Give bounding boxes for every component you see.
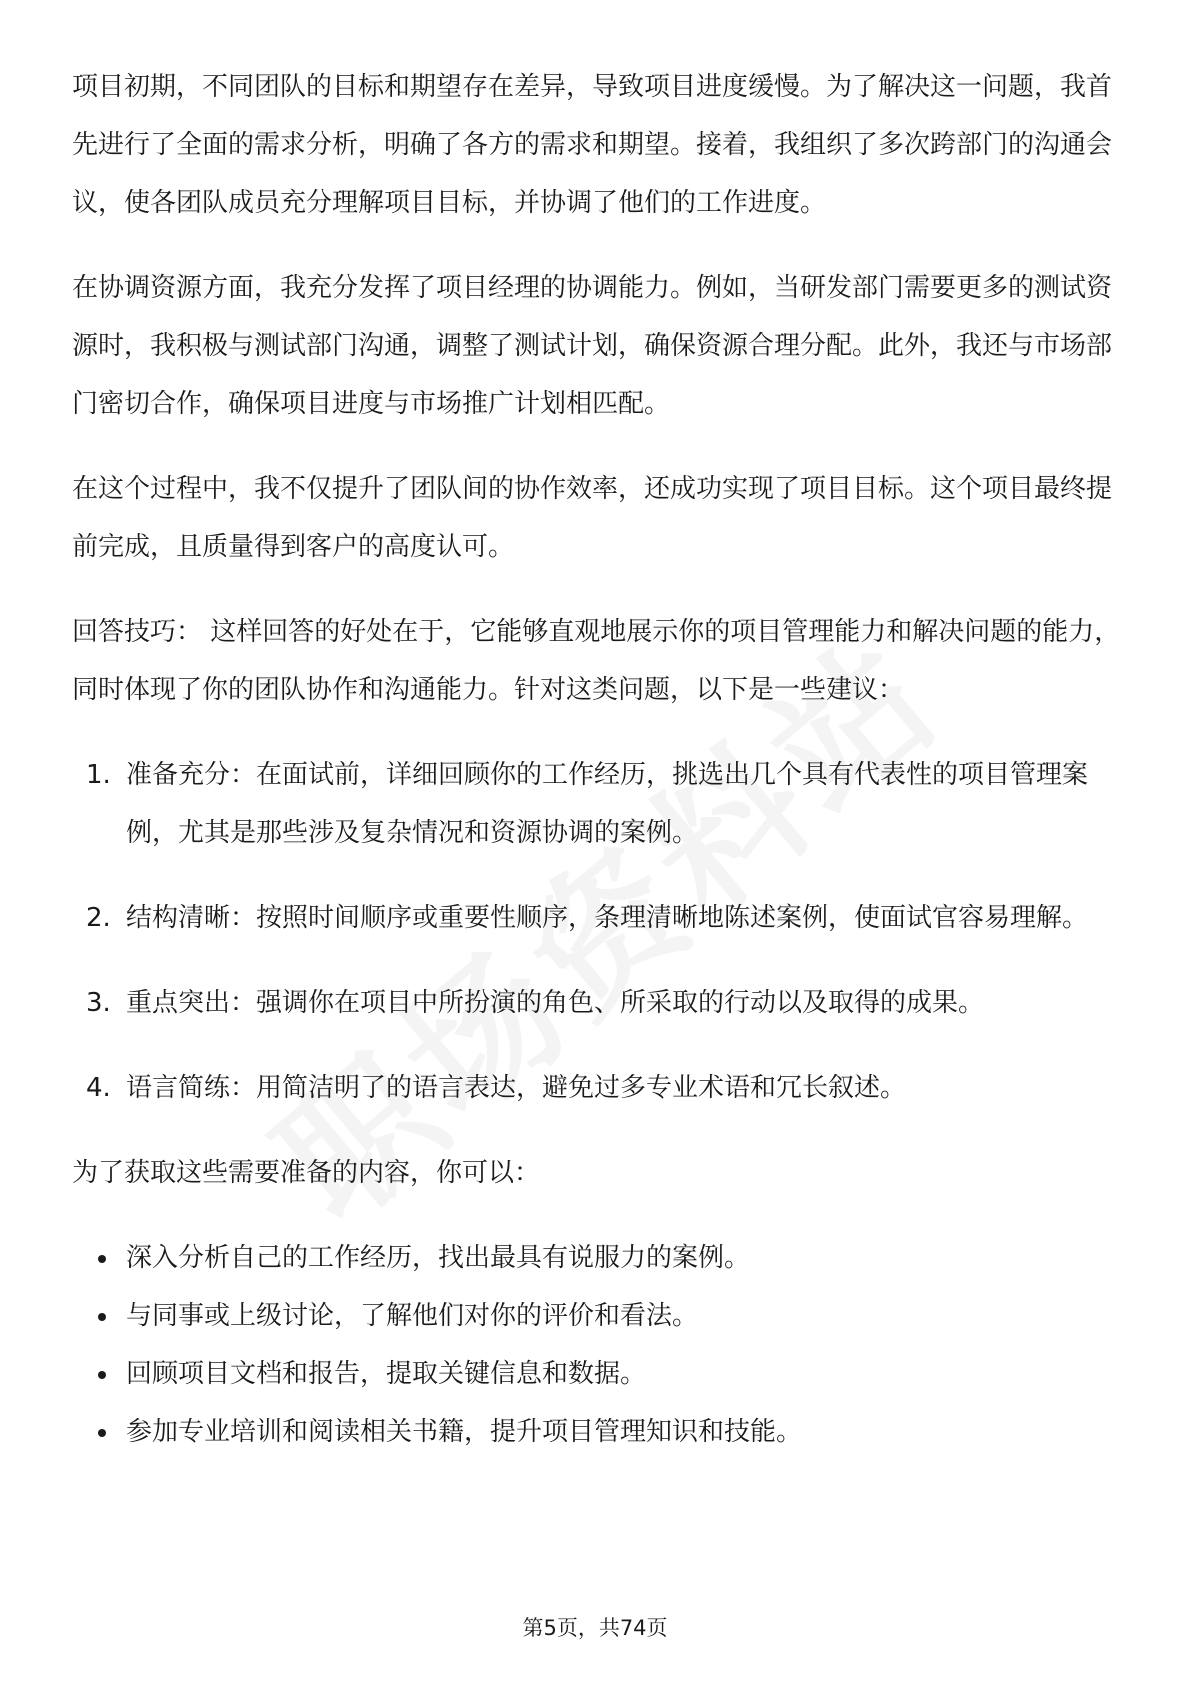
paragraph-coordination-intro: 项目初期，不同团队的目标和期望存在差异，导致项目进度缓慢。为了解决这一问题，我首先进行了全面的需求分析，明确了各方的需求和期望。接着，我组织了多次跨部门的沟通会议，使各团队成员充分理解项目目标，并协调了他们的工作进度。 (72, 72, 1113, 218)
bullet-list (72, 1229, 1132, 1461)
list-item (72, 1403, 1132, 1461)
list-number: 2. (86, 903, 111, 933)
list-number: 1. (86, 760, 111, 790)
bullet-icon (98, 1429, 106, 1437)
list-item-text: 语言简练：用简洁明了的语言表达，避免过多专业术语和冗长叙述。 (126, 1073, 907, 1103)
list-item-text: 结构清晰：按照时间顺序或重要性顺序，条理清晰地陈述案例，使面试官容易理解。 (126, 903, 1089, 933)
list-item (72, 974, 1132, 1032)
list-item (72, 1059, 1132, 1117)
paragraph-resource-coordination: 在协调资源方面，我充分发挥了项目经理的协调能力。例如，当研发部门需要更多的测试资源时，我积极与测试部门沟通，调整了测试计划，确保资源合理分配。此外，我还与市场部门密切合作，确保项目进度与市场推广计划相匹配。 (72, 273, 1113, 419)
list-item-text: 参加专业培训和阅读相关书籍，提升项目管理知识和技能。 (126, 1417, 803, 1447)
list-item-text: 重点突出：强调你在项目中所扮演的角色、所采取的行动以及取得的成果。 (126, 988, 985, 1018)
bullet-icon (98, 1371, 106, 1379)
paragraph-outcome: 在这个过程中，我不仅提升了团队间的协作效率，还成功实现了项目目标。这个项目最终提前完成，且质量得到客户的高度认可。 (72, 474, 1113, 562)
bullet-icon (98, 1313, 106, 1321)
page-number-footer: 第5页，共74页 (522, 1616, 668, 1640)
list-item-text: 准备充分：在面试前，详细回顾你的工作经历，挑选出几个具有代表性的项目管理案例，尤其是那些涉及复杂情况和资源协调的案例。 (126, 760, 1089, 848)
list-item (72, 1287, 1132, 1345)
list-item (72, 1345, 1132, 1403)
list-item (72, 889, 1132, 947)
list-item-text: 回顾项目文档和报告，提取关键信息和数据。 (126, 1359, 647, 1389)
list-item-text: 深入分析自己的工作经历，找出最具有说服力的案例。 (126, 1243, 751, 1273)
bullet-icon (98, 1255, 106, 1263)
document-body (72, 58, 1132, 1461)
list-item (72, 746, 1132, 862)
paragraph-answer-tips: 回答技巧： 这样回答的好处在于，它能够直观地展示你的项目管理能力和解决问题的能力，同时体现了你的团队协作和沟通能力。针对这类问题，以下是一些建议： (72, 617, 1121, 705)
list-item-text: 与同事或上级讨论，了解他们对你的评价和看法。 (126, 1301, 699, 1331)
paragraph-lead-in: 为了获取这些需要准备的内容，你可以： (72, 1158, 541, 1188)
list-item (72, 1229, 1132, 1287)
list-number: 4. (86, 1073, 111, 1103)
numbered-list (72, 746, 1132, 1117)
list-number: 3. (86, 988, 111, 1018)
